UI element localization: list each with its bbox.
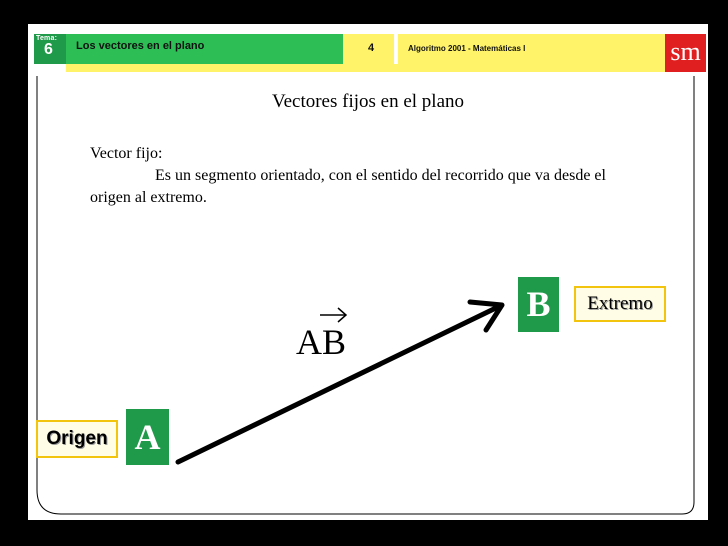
point-b-label: B (518, 277, 559, 332)
page-number: 4 (367, 42, 375, 54)
vector-overarrow-icon (318, 302, 348, 324)
unit-title: Los vectores en el plano (76, 40, 205, 52)
origin-tag: Origen (36, 420, 118, 458)
definition-text-line-2: origen al extremo. (90, 189, 207, 206)
definition-text-line-1: Es un segmento orientado, con el sentido del recorrido que va desde el (155, 167, 606, 184)
vector-name: AB (296, 322, 347, 362)
definition-label: Vector fijo: (90, 145, 163, 162)
tema-label: Tema: (36, 35, 58, 42)
course-title: Algoritmo 2001 - Matemáticas I (408, 44, 526, 53)
publisher-logo: sm (665, 34, 706, 72)
slide (28, 24, 708, 520)
point-a-label: A (126, 409, 169, 465)
slide-title: Vectores fijos en el plano (271, 91, 465, 112)
end-tag: Extremo (574, 286, 666, 322)
tema-number: 6 (44, 41, 53, 58)
